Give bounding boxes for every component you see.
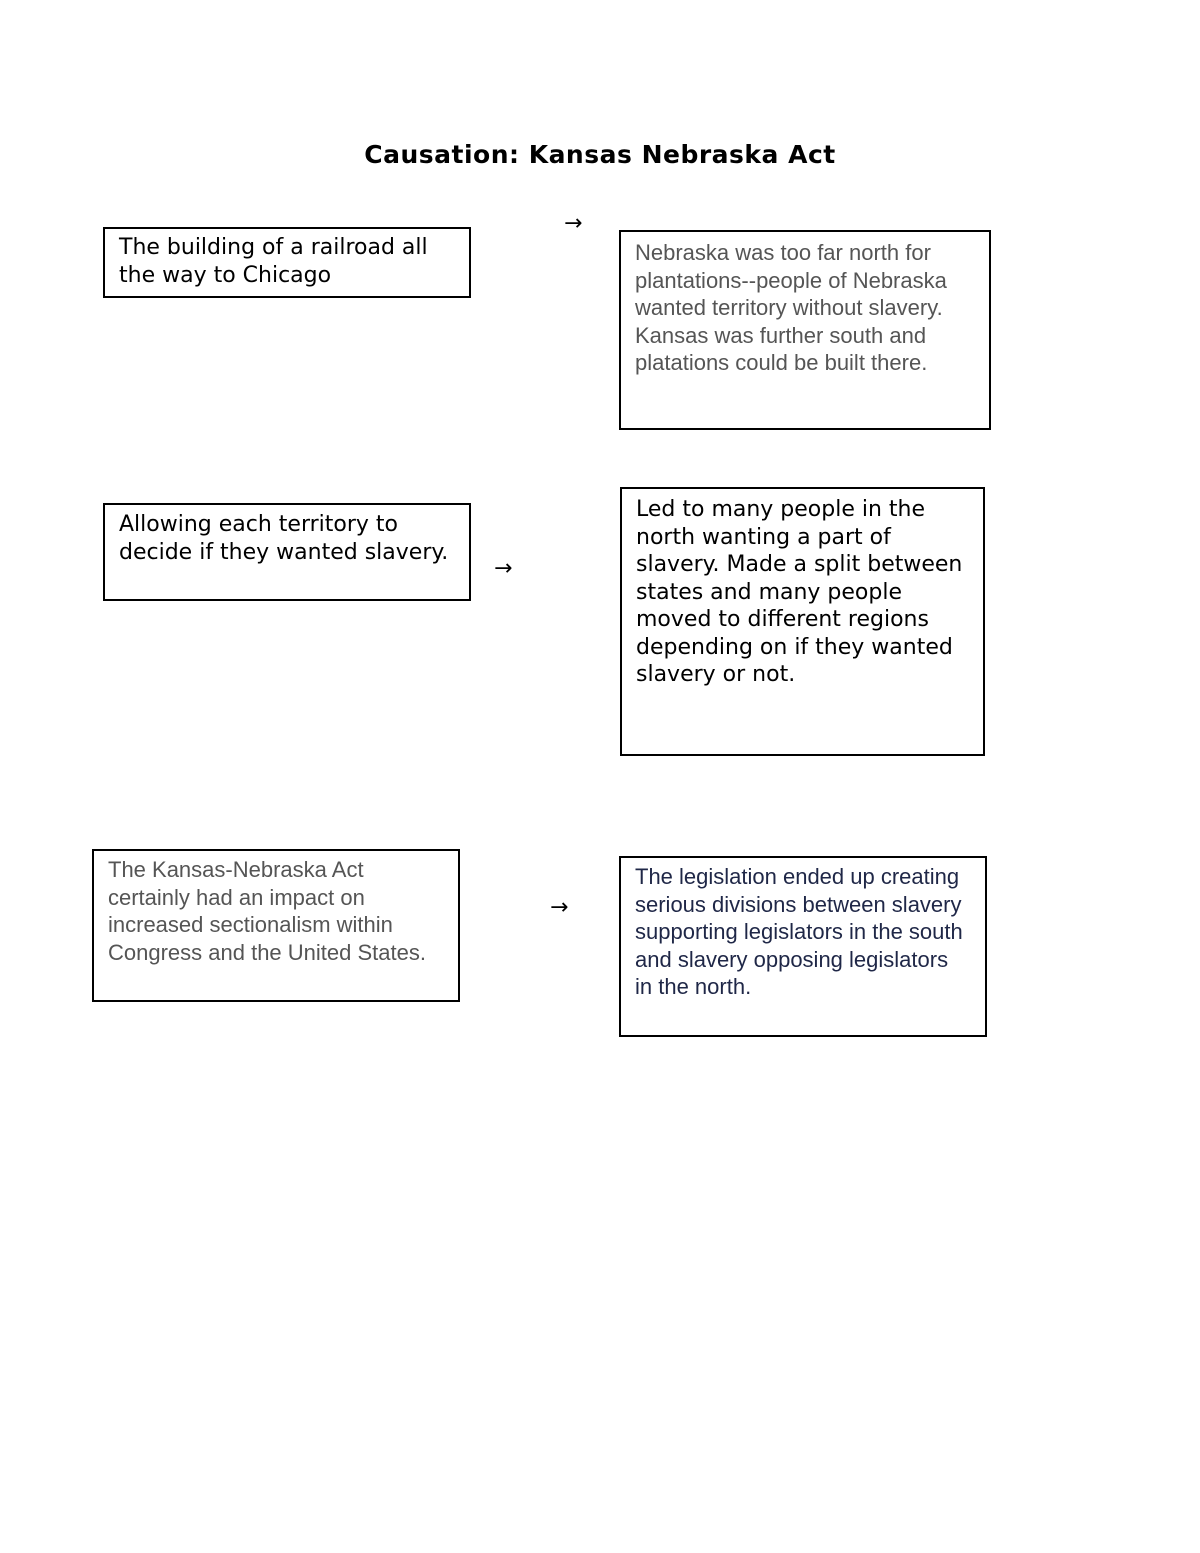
arrow-icon-2: → [494,556,513,581]
cause-box-3 [92,849,460,1002]
arrow-icon-1: → [564,211,583,236]
effect-text-2: Led to many people in the north wanting a part of slavery. Made a split between states and many people moved to different regions depending on if they wanted slavery or not. [636,497,963,687]
effect-text-1: Nebraska was too far north for plantations--people of Nebraska wanted territory without slavery. Kansas was further south and platations could be built there. [635,240,947,375]
cause-box-1 [103,227,471,298]
effect-box-1 [619,230,991,430]
effect-box-2 [620,487,985,756]
cause-text-1: The building of a railroad all the way to Chicago [119,235,428,288]
page-title: Causation: Kansas Nebraska Act [364,140,836,169]
cause-box-2 [103,503,471,601]
effect-text-3: The legislation ended up creating serious divisions between slavery supporting legislators in the south and slavery opposing legislators in the north. [635,864,963,999]
cause-text-3: The Kansas-Nebraska Act certainly had an impact on increased sectionalism within Congress and the United States. [108,857,426,965]
cause-text-2: Allowing each territory to decide if they wanted slavery. [119,512,449,565]
arrow-icon-3: → [550,895,569,920]
effect-box-3 [619,856,987,1037]
